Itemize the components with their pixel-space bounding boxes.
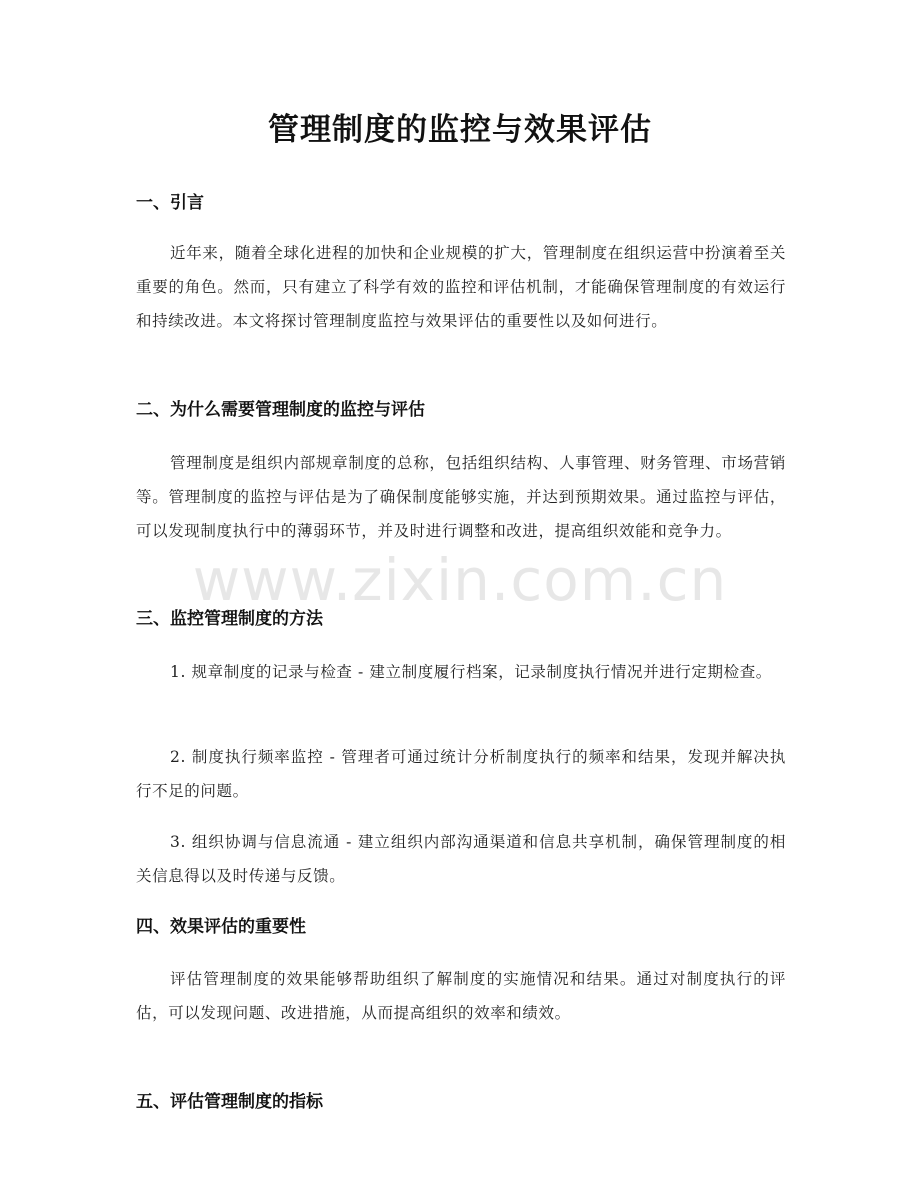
page-title: 管理制度的监控与效果评估 [268,112,652,148]
list-item-method-3: 3. 组织协调与信息流通 - 建立组织内部沟通渠道和信息共享机制，确保管理制度的相关信息得以及时传递与反馈。 [136,833,786,885]
section-heading-why: 二、为什么需要管理制度的监控与评估 [136,400,425,420]
paragraph-intro: 近年来，随着全球化进程的加快和企业规模的扩大，管理制度在组织运营中扮演着至关重要的角色。然而，只有建立了科学有效的监控和评估机制，才能确保管理制度的有效运行和持续改进。本文将探讨管理制度监控与效果评估的重要性以及如何进行。 [136,244,786,330]
list-item-method-1: 1. 规章制度的记录与检查 - 建立制度履行档案，记录制度执行情况并进行定期检查。 [170,663,772,681]
section-heading-methods: 三、监控管理制度的方法 [136,609,323,629]
watermark-text: www.zixin.com.cn [192,546,728,614]
section-heading-indicators: 五、评估管理制度的指标 [136,1092,323,1112]
section-heading-importance: 四、效果评估的重要性 [136,917,306,937]
paragraph-why: 管理制度是组织内部规章制度的总称，包括组织结构、人事管理、财务管理、市场营销等。管理制度的监控与评估是为了确保制度能够实施，并达到预期效果。通过监控与评估，可以发现制度执行中的薄弱环节，并及时进行调整和改进，提高组织效能和竞争力。 [136,454,786,540]
list-item-method-2: 2. 制度执行频率监控 - 管理者可通过统计分析制度执行的频率和结果，发现并解决执行不足的问题。 [136,748,786,800]
paragraph-importance: 评估管理制度的效果能够帮助组织了解制度的实施情况和结果。通过对制度执行的评估，可以发现问题、改进措施，从而提高组织的效率和绩效。 [136,970,786,1022]
section-heading-intro: 一、引言 [136,193,204,213]
